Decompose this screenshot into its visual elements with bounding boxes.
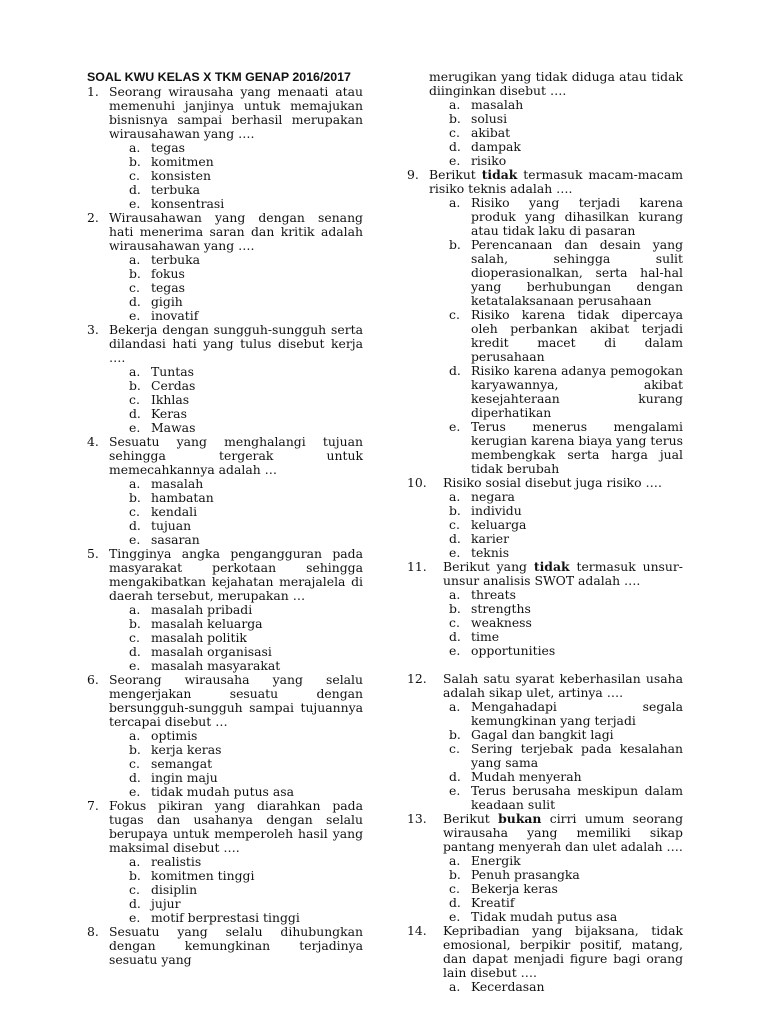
question-number: 3.: [87, 322, 99, 337]
option-d[interactable]: d. jujur: [129, 896, 181, 911]
question-number: 10.: [407, 475, 427, 490]
option-a[interactable]: a. optimis: [129, 728, 198, 743]
question-2: [85, 211, 363, 323]
question-number: 5.: [87, 546, 99, 561]
option-e[interactable]: e. motif berprestasi tinggi: [129, 910, 300, 925]
question-5: [85, 547, 363, 673]
question-text: Seorang wirausaha yang menaati atau memenuhi janjinya untuk memajukan bisnisnya sampai berhasil merupakan wirausahawan yang ….: [109, 84, 363, 141]
emphasis-word: bukan: [498, 811, 542, 826]
question-number: 9.: [407, 167, 419, 182]
option-e[interactable]: e. inovatif: [129, 308, 199, 323]
option-d[interactable]: d. Kreatif: [449, 895, 515, 910]
option-a[interactable]: a. negara: [449, 489, 515, 504]
option-e[interactable]: e. konsentrasi: [129, 196, 225, 211]
option-d[interactable]: d. time: [449, 629, 500, 644]
exam-title: SOAL KWU KELAS X TKM GENAP 2016/2017: [87, 70, 351, 84]
option-c[interactable]: c. akibat: [449, 125, 511, 140]
question-10: [405, 476, 683, 560]
option-a[interactable]: a. Tuntas: [129, 364, 194, 379]
option-d[interactable]: d. masalah organisasi: [129, 644, 272, 659]
question-number: 6.: [87, 672, 99, 687]
option-b[interactable]: b. solusi: [449, 111, 508, 126]
option-b[interactable]: b. kerja keras: [129, 742, 222, 757]
option-c[interactable]: c. Bekerja keras: [449, 881, 558, 896]
options-list: [429, 588, 683, 658]
options-list: [429, 196, 683, 476]
options-list: [109, 855, 363, 925]
question-text: Seorang wirausaha yang selalu mengerjakan sesuatu dengan bersungguh-sungguh sampai tujuannya tercapai disebut …: [109, 672, 363, 729]
option-b[interactable]: b. masalah keluarga: [129, 616, 263, 631]
option-b[interactable]: b. Gagal dan bangkit lagi: [449, 727, 614, 742]
question-text: Sesuatu yang selalu dihubungkan dengan kemungkinan terjadinya sesuatu yang: [109, 924, 363, 967]
option-a[interactable]: a. masalah pribadi: [129, 602, 253, 617]
options-list: [109, 141, 363, 211]
question-number: 13.: [407, 811, 427, 826]
question-text: Fokus pikiran yang diarahkan pada tugas dan usahanya dengan selalu berupaya untuk memperoleh hasil yang maksimal disebut ….: [109, 798, 363, 855]
question-text: Salah satu syarat keberhasilan usaha adalah sikap ulet, artinya ….: [443, 671, 683, 700]
option-a[interactable]: a. Kecerdasan: [449, 979, 545, 994]
option-c[interactable]: c. Sering terjebak pada kesalahan yang sama: [449, 741, 683, 770]
question-7: [85, 799, 363, 925]
question-12: [405, 672, 683, 812]
question-text: Wirausahawan yang dengan senang hati menerima saran dan kritik adalah wirausahawan yang ….: [109, 210, 363, 253]
option-e[interactable]: e. sasaran: [129, 532, 200, 547]
question-8-continued: [405, 70, 683, 168]
question-number: 2.: [87, 210, 99, 225]
question-number: 12.: [407, 671, 427, 686]
question-text: Risiko sosial disebut juga risiko ….: [443, 475, 662, 490]
option-b[interactable]: b. Penuh prasangka: [449, 867, 580, 882]
question-11: [405, 560, 683, 658]
option-e[interactable]: e. risiko: [449, 153, 507, 168]
question-6: [85, 673, 363, 799]
option-a[interactable]: a. masalah: [129, 476, 204, 491]
question-number: 1.: [87, 84, 99, 99]
options-list: [429, 490, 683, 560]
options-list: [109, 365, 363, 435]
option-b[interactable]: b. Perencanaan dan desain yang salah, sehingga sulit dioperasionalkan, serta hal-hal yang berhubungan dengan ketatalaksanaan perusahaan: [449, 237, 683, 308]
left-column: [85, 70, 363, 967]
spacer: [405, 658, 683, 672]
options-list: [429, 854, 683, 924]
option-c[interactable]: c. disiplin: [129, 882, 198, 897]
question-number: 11.: [407, 559, 427, 574]
option-a[interactable]: a. masalah: [449, 97, 524, 112]
option-e[interactable]: e. Mawas: [129, 420, 196, 435]
question-number: 14.: [407, 923, 427, 938]
option-d[interactable]: d. karier: [449, 531, 510, 546]
options-list: [109, 603, 363, 673]
option-e[interactable]: e. Terus menerus mengalami kerugian karena biaya yang terus membengkak serta harga jual tidak berubah: [449, 419, 683, 476]
option-a[interactable]: a. Mengahadapi segala kemungkinan yang terjadi: [449, 699, 683, 728]
option-e[interactable]: e. teknis: [449, 545, 510, 560]
question-number: 8.: [87, 924, 99, 939]
options-list: [429, 98, 683, 168]
option-e[interactable]: e. masalah masyarakat: [129, 658, 281, 673]
question-text: Bekerja dengan sungguh-sungguh serta dilandasi hati yang tulus disebut kerja ….: [109, 322, 363, 365]
options-list: [109, 729, 363, 799]
option-d[interactable]: d. terbuka: [129, 182, 201, 197]
option-a[interactable]: a. terbuka: [129, 252, 201, 267]
option-e[interactable]: e. opportunities: [449, 643, 556, 658]
options-list: [109, 253, 363, 323]
option-c[interactable]: c. tegas: [129, 280, 185, 295]
question-8: [85, 925, 363, 967]
option-b[interactable]: b. fokus: [129, 266, 185, 281]
option-e[interactable]: e. Tidak mudah putus asa: [449, 909, 618, 924]
options-list: [429, 980, 683, 994]
option-d[interactable]: d. Keras: [129, 406, 187, 421]
option-d[interactable]: d. ingin maju: [129, 770, 218, 785]
question-14: [405, 924, 683, 994]
question-text: Kepribadian yang bijaksana, tidak emosional, berpikir positif, matang, dan dapat menjadi figure bagi orang lain disebut ….: [443, 923, 683, 980]
option-c[interactable]: c. keluarga: [449, 517, 527, 532]
option-c[interactable]: c. semangat: [129, 756, 213, 771]
option-c[interactable]: c. Risiko karena tidak dipercaya oleh perbankan akibat terjadi kredit macet di dalam perusahaan: [449, 307, 683, 364]
question-1: [85, 85, 363, 211]
option-b[interactable]: b. Cerdas: [129, 378, 196, 393]
option-a[interactable]: a. tegas: [129, 140, 185, 155]
option-b[interactable]: b. strengths: [449, 601, 531, 616]
option-c[interactable]: c. konsisten: [129, 168, 211, 183]
right-column: [405, 70, 683, 994]
option-a[interactable]: a. Energik: [449, 853, 521, 868]
option-c[interactable]: c. Ikhlas: [129, 392, 190, 407]
question-9: [405, 168, 683, 476]
option-b[interactable]: b. komitmen tinggi: [129, 868, 255, 883]
question-text: Sesuatu yang menghalangi tujuan sehingga tergerak untuk memecahkannya adalah …: [109, 434, 363, 477]
question-number: 4.: [87, 434, 99, 449]
question-13: [405, 812, 683, 924]
options-list: [429, 700, 683, 812]
option-d[interactable]: d. Mudah menyerah: [449, 769, 582, 784]
question-number: 7.: [87, 798, 99, 813]
option-e[interactable]: e. tidak mudah putus asa: [129, 784, 294, 799]
question-text: Berikut bukan cirri umum seorang wirausaha yang memiliki sikap pantang menyerah dan ulet adalah ….: [443, 811, 684, 854]
option-b[interactable]: b. individu: [449, 503, 522, 518]
option-c[interactable]: c. masalah politik: [129, 630, 247, 645]
question-4: [85, 435, 363, 547]
option-d[interactable]: d. dampak: [449, 139, 521, 154]
option-a[interactable]: a. Risiko yang terjadi karena produk yang dihasilkan kurang atau tidak laku di pasaran: [449, 195, 683, 238]
option-b[interactable]: b. hambatan: [129, 490, 214, 505]
option-e[interactable]: e. Terus berusaha meskipun dalam keadaan sulit: [449, 783, 683, 812]
emphasis-word: tidak: [481, 167, 518, 182]
emphasis-word: tidak: [533, 559, 570, 574]
option-b[interactable]: b. komitmen: [129, 154, 214, 169]
option-a[interactable]: a. realistis: [129, 854, 202, 869]
option-d[interactable]: d. gigih: [129, 294, 183, 309]
option-c[interactable]: c. weakness: [449, 615, 532, 630]
option-d[interactable]: d. Risiko karena adanya pemogokan karyawannya, akibat kesejahteraan kurang diperhatikan: [449, 363, 683, 420]
option-a[interactable]: a. threats: [449, 587, 516, 602]
question-text-continued: merugikan yang tidak diduga atau tidak diinginkan disebut ….: [429, 69, 683, 98]
option-c[interactable]: c. kendali: [129, 504, 198, 519]
question-3: [85, 323, 363, 435]
question-text: Tingginya angka pengangguran pada masyarakat perkotaan sehingga mengakibatkan kejahatan merajalela di daerah tersebut, merupakan …: [109, 546, 363, 603]
option-d[interactable]: d. tujuan: [129, 518, 192, 533]
options-list: [109, 477, 363, 547]
question-text: Berikut tidak termasuk macam-macam risiko teknis adalah ….: [429, 167, 683, 196]
question-text: Berikut yang tidak termasuk unsur-unsur analisis SWOT adalah ….: [443, 559, 683, 588]
